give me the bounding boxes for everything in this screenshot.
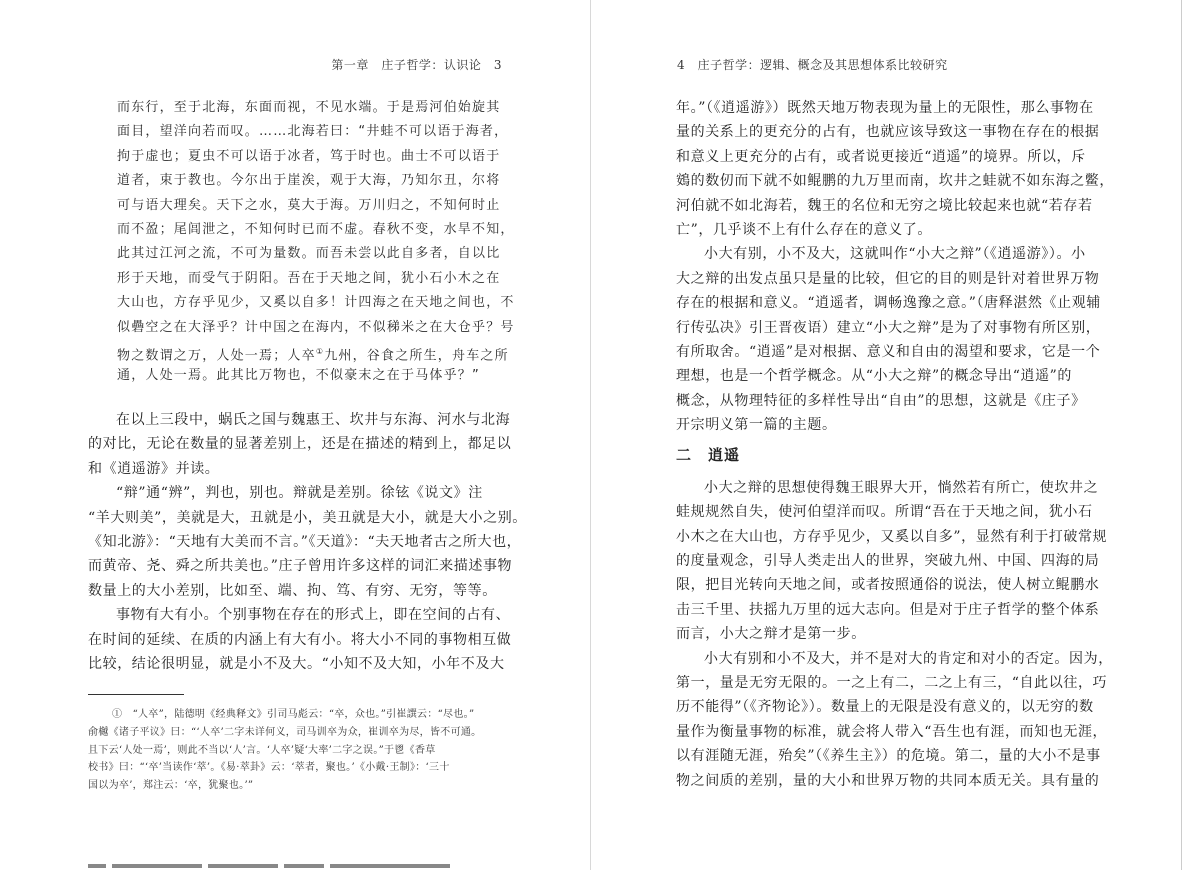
text-line: 行传弘决》引王晋夜语）建立“小大之辩”是为了对事物有所区别， xyxy=(676,319,1101,336)
text-line: 鴳的数仞而下就不如鲲鹏的九万里而南，坎井之蛙就不如东海之鳖， xyxy=(676,173,1114,190)
text-line: 而黄帝、尧、舜之所共美也。”庄子曾用许多这样的词汇来描述事物 xyxy=(88,558,513,575)
text-line: 限，把目光转向天地之间，或者按照通俗的说法，使人树立鲲鹏水 xyxy=(676,577,1100,594)
text-line: 理想，也是一个哲学概念。从“小大之辩”的概念导出“逍遥”的 xyxy=(676,368,1073,385)
quotation-block xyxy=(117,96,515,389)
text-line: 小木之在大山也，方存乎见少，又奚以自多”，显然有利于打破常规 xyxy=(676,528,1108,545)
running-header-right: 4 庄子哲学：逻辑、概念及其思想体系比较研究 xyxy=(677,58,948,72)
quote-line: 大山也，方存乎见少，又奚以自多！计四海之在天地之间也，不 xyxy=(117,295,515,311)
quote-line xyxy=(117,340,509,364)
footnote-separator xyxy=(88,694,184,695)
text-line: 事物有大有小。个别事物在存在的形式上，即在空间的占有、 xyxy=(116,607,511,624)
footnote-line: 且下云‘人处一焉’，则此不当以‘人’言。‘人卒’疑‘大率’二字之误。”于鬯《香草 xyxy=(88,744,436,756)
quote-line: 面目，望洋向若而叹。……北海若曰：“井蛙不可以语于海者， xyxy=(117,124,509,140)
left-page xyxy=(0,0,590,870)
quote-line-text: 九州，谷食之所生，舟车之所 xyxy=(324,348,509,364)
text-line: 小大有别，小不及大，这就叫作“小大之辩”（《逍遥游》）。小 xyxy=(704,246,1086,263)
text-line: 的对比，无论在数量的显著差别上，还是在描述的精到上，都足以 xyxy=(88,436,512,453)
text-line: “辩”通“辨”，判也，别也。辩就是差别。徐铉《说文》注 xyxy=(116,485,483,502)
text-line: 亡”，几乎谈不上有什么存在的意义了。 xyxy=(676,221,932,238)
text-line: 的度量观念，引导人类走出人的世界，突破九州、中国、四海的局 xyxy=(676,553,1100,570)
footnote-line: 俞樾《诸子平议》曰：“‘人卒’二字未详何义，司马训卒为众，崔训卒为尽，皆不可通。 xyxy=(88,726,482,738)
text-line: 和意义上更充分的占有，或者说更接近“逍遥”的境界。所以，斥 xyxy=(676,148,1086,165)
text-line: “羊大则美”，美就是大，丑就是小，美丑就是大小，就是大小之别。 xyxy=(88,509,527,526)
quote-line: 形于天地，而受气于阴阳。吾在于天地之间，犹小石小木之在 xyxy=(117,270,501,286)
text-line: 《知北游》：“天地有大美而不言。”《天道》：“夫天地者古之所大也， xyxy=(88,533,522,550)
text-line: 河伯就不如北海若，魏王的名位和无穷之境比较起来也就“若存若 xyxy=(676,197,1093,214)
quote-line: 似礨空之在大泽乎？计中国之在海内，不似稊米之在大仓乎？号 xyxy=(117,319,515,335)
text-line: 蛙规规然自失，使河伯望洋而叹。所谓“吾在于天地之间，犹小石 xyxy=(676,504,1093,521)
text-line: 在时间的延续、在质的内涵上有大有小。将大小不同的事物相互做 xyxy=(88,631,512,648)
text-line: 开宗明义第一篇的主题。 xyxy=(676,417,837,434)
quote-line: 通，人处一焉。此其比万物也，不似豪末之在于马体乎？” xyxy=(117,368,480,384)
text-line: 有所取舍。“逍遥”是对根据、意义和自由的渴望和要求，它是一个 xyxy=(676,343,1101,360)
quote-line: 而不盈；尾闾泄之，不知何时已而不虚。春秋不变，水旱不知， xyxy=(117,221,515,237)
quote-line-text: 物之数谓之万，人处一焉；人卒 xyxy=(117,348,316,364)
text-line: 以有涯随无涯，殆矣”（《养生主》）的危境。第二，量的大小不是事 xyxy=(676,748,1101,765)
text-line: 第一，量是无穷无限的。一之上有二，二之上有三，“自此以往，巧 xyxy=(676,674,1108,691)
text-line: 小大有别和小不及大，并不是对大的肯定和对小的否定。因为， xyxy=(704,650,1113,667)
right-page xyxy=(591,0,1182,870)
text-line: 小大之辩的思想使得魏王眼界大开，惝然若有所亡，使坎井之 xyxy=(704,479,1099,496)
text-line: 概念，从物理特征的多样性导出“自由”的思想，这就是《庄子》 xyxy=(676,392,1086,409)
text-line: 而言，小大之辩才是第一步。 xyxy=(676,626,866,643)
text-line: 大之辩的出发点虽只是量的比较，但它的目的则是针对着世界万物 xyxy=(676,270,1100,287)
footnote-line: 国以为卒’，郑注云：‘卒，犹聚也。’” xyxy=(88,780,254,792)
text-line: 物之间质的差别，量的大小和世界万物的共同本质无关。具有量的 xyxy=(676,772,1100,789)
quote-line: 此其过江河之流，不可为量数。而吾未尝以此自多者，自以比 xyxy=(117,246,501,262)
text-line: 击三千里、扶摇九万里的远大志向。但是对于庄子哲学的整个体系 xyxy=(676,601,1100,618)
text-line: 量的关系上的更充分的占有，也就应该导致这一事物在存在的根据 xyxy=(676,124,1100,141)
text-line: 历不能得”（《齐物论》）。数量上的无限是没有意义的，以无穷的数 xyxy=(676,699,1094,716)
quote-line: 道者，束于教也。今尔出于崖涘，观于大海，乃知尔丑，尔将 xyxy=(117,173,501,189)
section-heading: 二 逍遥 xyxy=(676,446,741,465)
text-line: 量作为衡量事物的标准，就会将人带入“吾生也有涯，而知也无涯， xyxy=(676,723,1108,740)
body-text-right xyxy=(676,96,1114,793)
footnote-line: 校书》曰：“‘卒’当读作‘萃’。《易·萃卦》云：‘萃者，聚也。’《小戴·王制》：‘三十 xyxy=(88,762,450,774)
running-header-left: 第一章 庄子哲学：认识论 3 xyxy=(331,58,502,72)
text-line: 存在的根据和意义。“逍遥者，调畅逸豫之意。”（唐释湛然《止观辅 xyxy=(676,295,1101,312)
quote-line: 拘于虚也；夏虫不可以语于冰者，笃于时也。曲士不可以语于 xyxy=(117,148,501,164)
text-line: 比较，结论很明显，就是小不及大。“小知不及大知，小年不及大 xyxy=(88,655,505,672)
footnote-block xyxy=(88,706,506,795)
footnote-line: ① “人卒”，陆德明《经典释文》引司马彪云：“卒，众也。”引崔譔云：“尽也。” xyxy=(112,709,475,720)
text-line: 和《逍遥游》并读。 xyxy=(88,460,220,477)
text-line: 年。”（《逍遥游》）既然天地万物表现为量上的无限性，那么事物在 xyxy=(676,100,1094,116)
text-line: 数量上的大小差别，比如至、端、拘、笃、有穷、无穷，等等。 xyxy=(88,582,497,599)
quote-line: 可与语大理矣。天下之水，莫大于海。万川归之，不知何时止 xyxy=(117,197,501,213)
footnote-marker[interactable]: ① xyxy=(315,346,325,356)
quote-line: 而东行，至于北海，东面而视，不见水端。于是焉河伯始旋其 xyxy=(117,100,501,115)
next-page-bleed xyxy=(88,864,518,870)
text-line: 在以上三段中，蜗氏之国与魏惠王、坎井与东海、河水与北海 xyxy=(116,412,511,428)
body-text-left xyxy=(88,408,527,676)
